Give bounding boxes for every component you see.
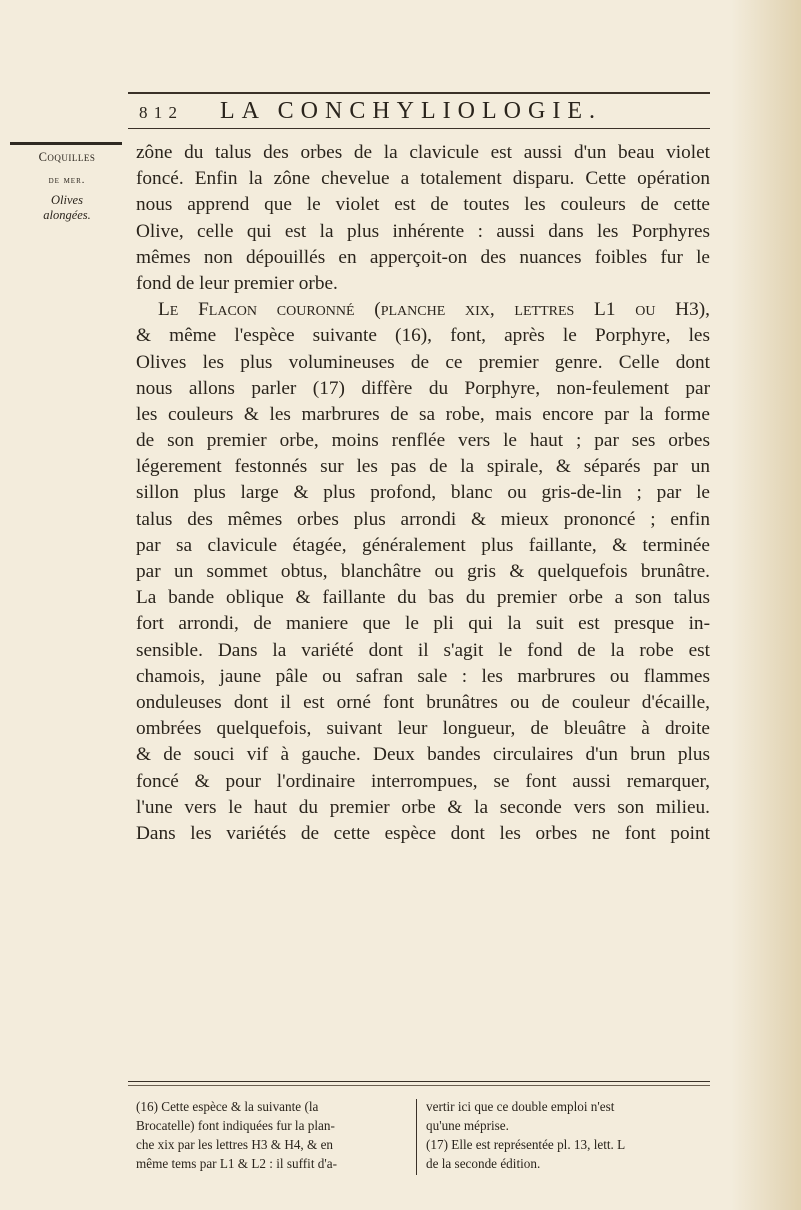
text-line: l'une vers le haut du premier orbe & la seconde vers son milieu. [136, 796, 710, 818]
footnote-rule [128, 1085, 710, 1086]
text-line: légerement festonnés sur les pas de la spirale, & séparés par un [136, 456, 710, 478]
text-line: les couleurs & les marbrures de sa robe, mais encore par la forme [136, 403, 710, 425]
text-line: La bande oblique & faillante du bas du premier orbe a son talus [136, 587, 710, 609]
text-line: foncé & pour l'ordinaire interrompues, se font aussi remarquer, [136, 770, 710, 792]
margin-note [8, 150, 126, 224]
text-line: & même l'espèce suivante (16), font, après le Porphyre, les [136, 325, 710, 347]
header-rule-top [128, 92, 710, 94]
footnote-line: de la seconde édition. [426, 1156, 541, 1171]
footnote-line: (17) Elle est représentée pl. 13, lett. L [426, 1137, 626, 1152]
footnote-line: Brocatelle) font indiquées fur la plan- [136, 1118, 335, 1133]
footnote-line: vertir ici que ce double emploi n'est [426, 1099, 615, 1114]
text-line: foncé. Enfin la zône chevelue a totalement disparu. Cette opération [136, 168, 710, 190]
footnote-line: che xix par les lettres H3 & H4, & en [136, 1137, 334, 1152]
running-title: LA CONCHYLIOLOGIE. [220, 98, 602, 124]
text-line: par un sommet obtus, blanchâtre ou gris & quelquefois brunâtre. [136, 561, 710, 582]
text-line: mêmes non dépouillés en apperçoit-on des nuances foibles fur le [136, 246, 710, 268]
footnote-column-right [426, 1097, 710, 1173]
margin-note-line: alongées. [43, 208, 91, 223]
margin-note-line: Coquilles [38, 150, 96, 164]
margin-note-line: Olives [51, 192, 83, 207]
header-rule-bottom [128, 128, 710, 129]
margin-note-line: de mer. [48, 174, 86, 186]
text-line: sensible. Dans la variété dont il s'agit le fond de la robe est [136, 639, 710, 661]
text-line: talus des mêmes orbes plus arrondi & mieux prononcé ; enfin [136, 508, 710, 530]
text-line: zône du talus des orbes de la clavicule est aussi d'un beau violet [136, 142, 710, 163]
text-line: de son premier orbe, moins renflée vers le haut ; par ses orbes [136, 430, 710, 452]
text-line: par sa clavicule étagée, généralement plus faillante, & terminée [136, 534, 710, 556]
text-line-heading: Le Flacon couronné (planche xix, lettres L1 ou H3), [158, 299, 710, 321]
text-line: Dans les variétés de cette espèce dont les orbes ne font point [136, 822, 710, 844]
text-line: sillon plus large & plus profond, blanc ou gris-de-lin ; par le [136, 482, 710, 504]
footnote-rule [128, 1081, 710, 1082]
text-line: nous apprend que le violet est de toutes les couleurs de cette [136, 194, 710, 216]
text-line: & de souci vif à gauche. Deux bandes circulaires d'un brun plus [136, 744, 710, 766]
text-line: onduleuses dont il est orné font brunâtres ou de couleur d'écaille, [136, 691, 710, 713]
page-number: 8 1 2 [139, 103, 178, 122]
footnote-line: qu'une méprise. [426, 1118, 509, 1133]
text-line: Olives les plus volumineuses de ce premier genre. Celle dont [136, 351, 710, 373]
margin-rule [10, 142, 122, 145]
text-line: chamois, jaune pâle ou safran sale : les marbrures ou flammes [136, 665, 710, 687]
text-line: ombrées quelquefois, suivant leur longueur, de bleuâtre à droite [136, 718, 710, 740]
footnote-line: même tems par L1 & L2 : il suffit d'a- [136, 1156, 337, 1171]
footnote-line: (16) Cette espèce & la suivante (la [136, 1099, 319, 1114]
text-line: fond de leur premier orbe. [136, 272, 338, 294]
body-text [136, 140, 710, 847]
text-line: fort arrondi, de maniere que le pli qui la suit est presque in- [136, 613, 710, 635]
footnote-column-left [136, 1097, 408, 1173]
footnote-column-divider [416, 1099, 417, 1175]
page-edge-shadow [731, 0, 801, 1210]
text-line: Olive, celle qui est la plus inhérente : aussi dans les Porphyres [136, 220, 710, 242]
text-line: nous allons parler (17) diffère du Porphyre, non-feulement par [136, 377, 710, 399]
